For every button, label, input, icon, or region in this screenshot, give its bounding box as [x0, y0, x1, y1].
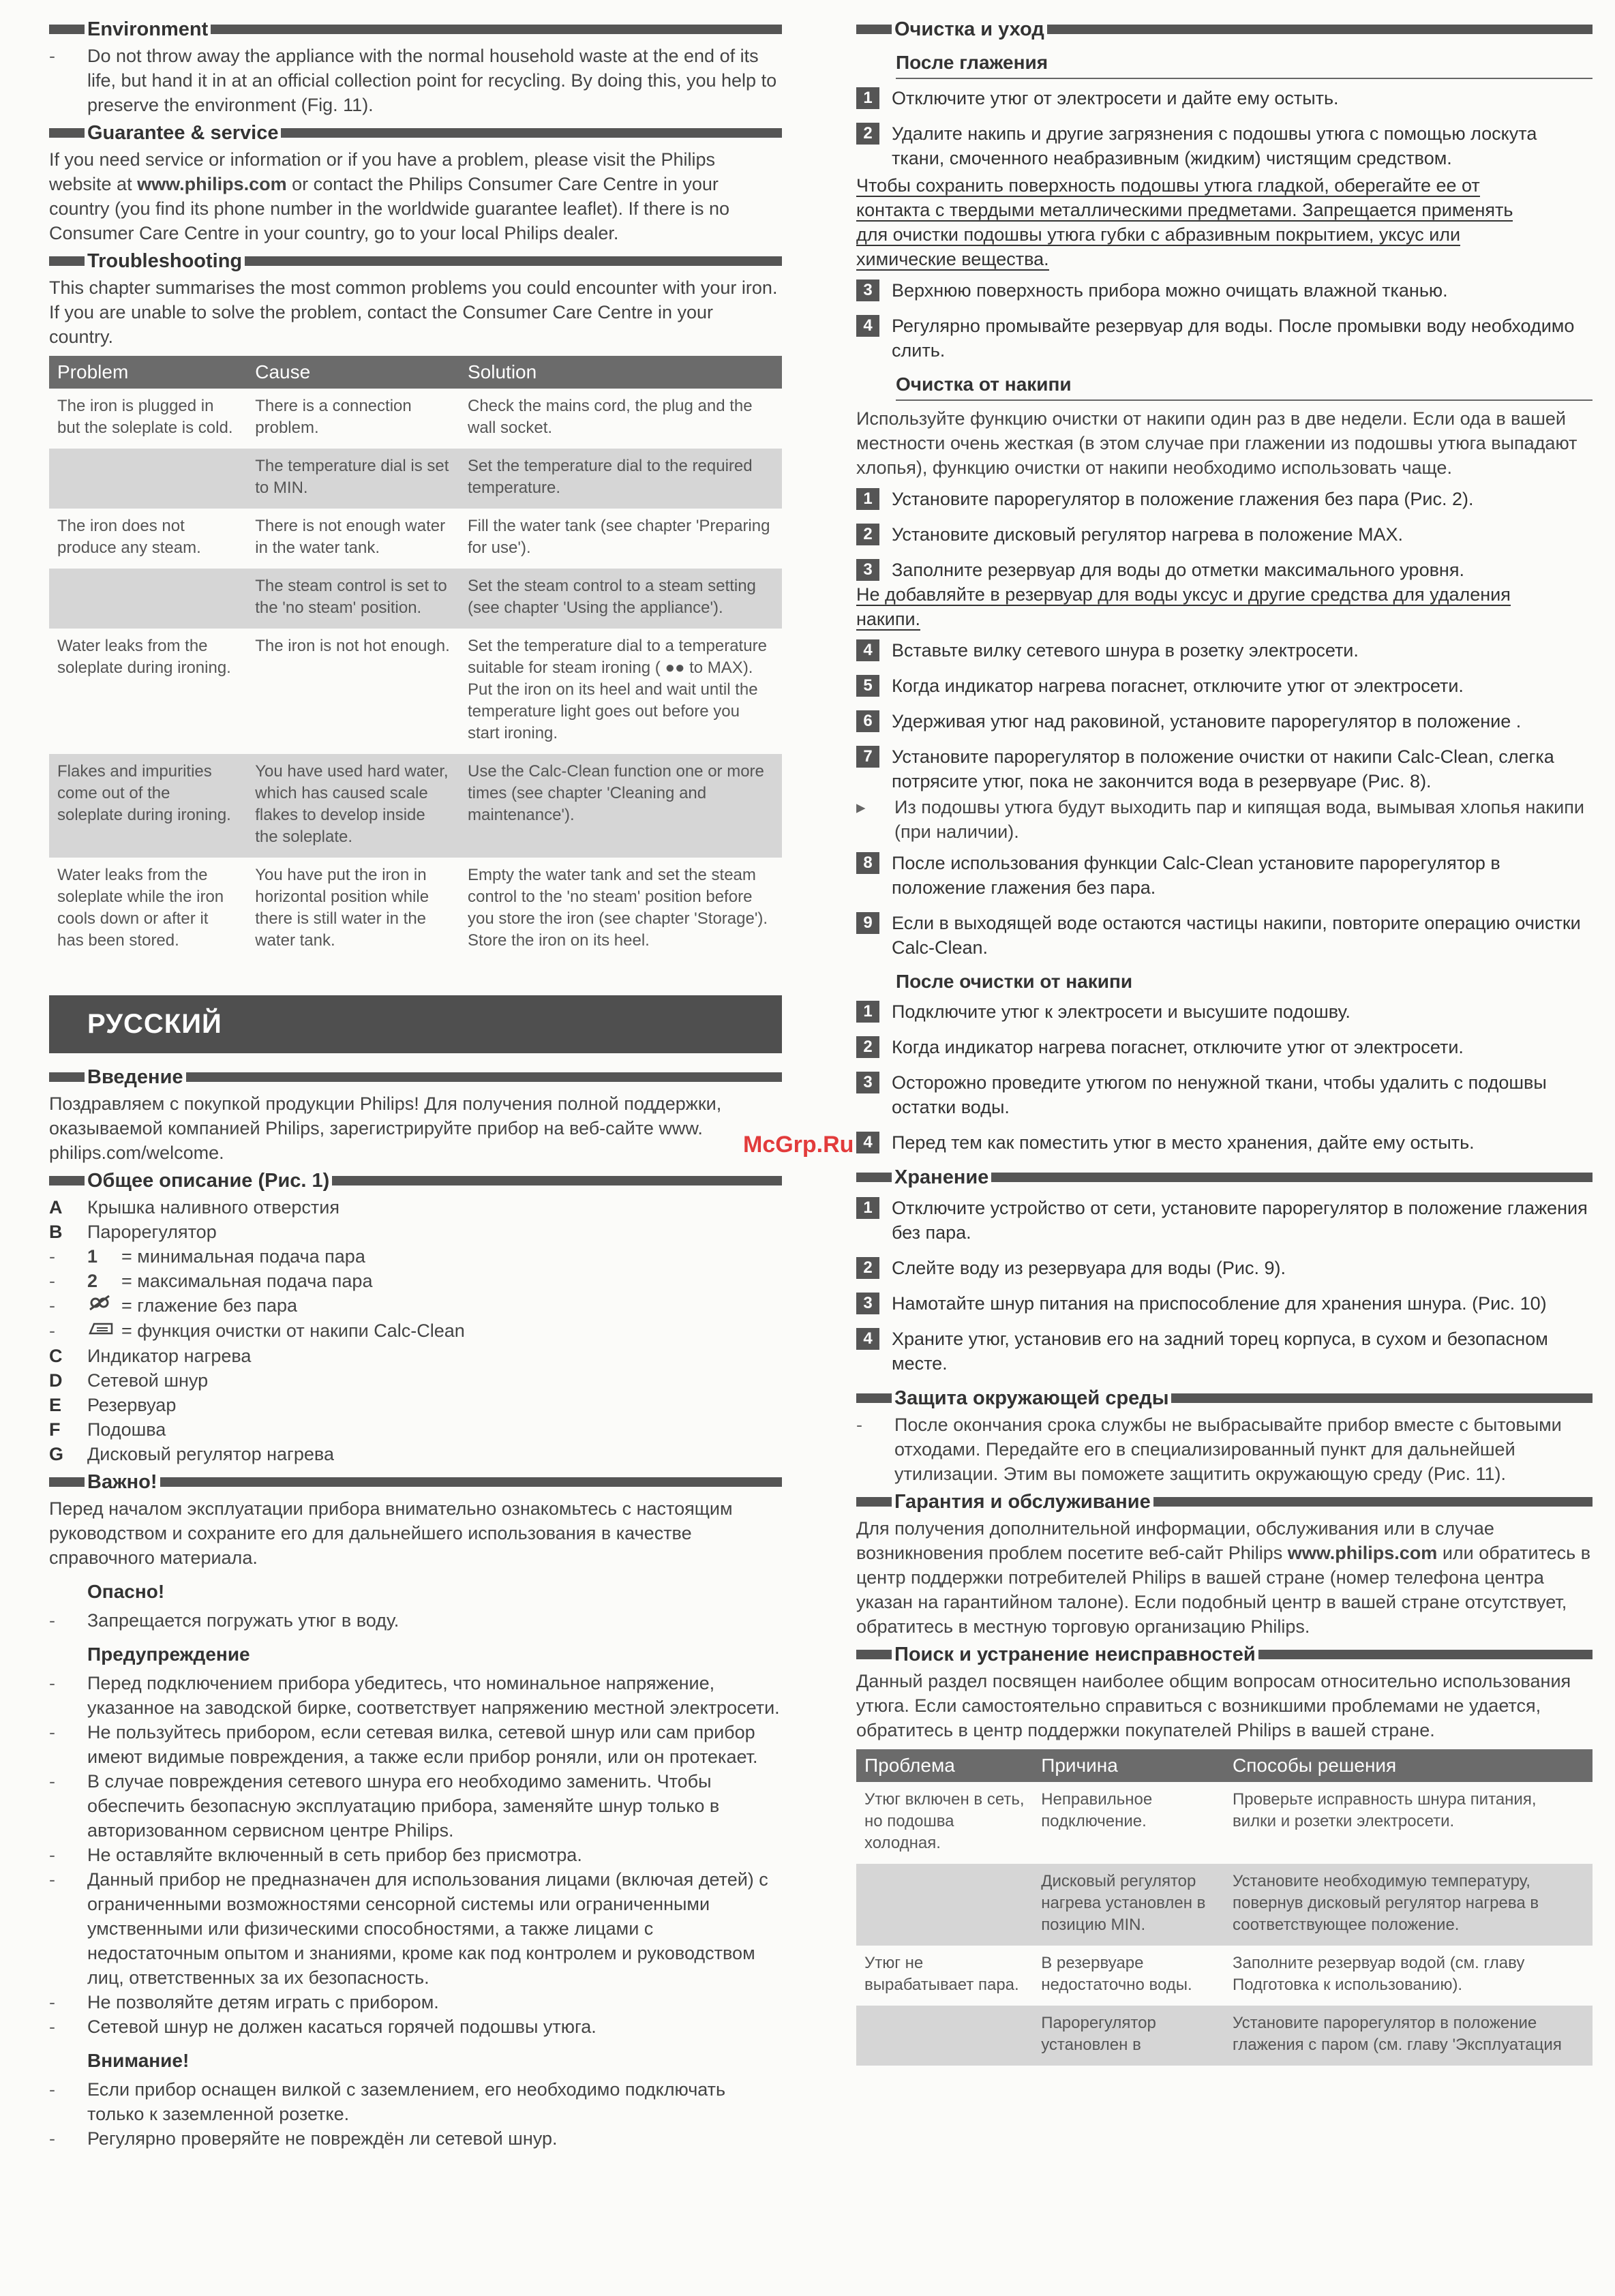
section-important: [49, 1470, 782, 1494]
step-item: 4 Вставьте вилку сетевого шнура в розетку электросети.: [856, 638, 1593, 663]
section-cleaning: [856, 18, 1593, 41]
bullet-item: - Регулярно проверяйте не повреждён ли сетевой шнур.: [49, 2128, 558, 2149]
section-title: Troubleshooting: [87, 250, 243, 272]
calc-clean-icon: [87, 1318, 121, 1344]
column-header: Solution: [459, 356, 782, 389]
step-item: 2 Слейте воду из резервуара для воды (Рис. 9).: [856, 1256, 1593, 1280]
section-guarantee-ru: [856, 1490, 1593, 1513]
bullet-item: - Не пользуйтесь прибором, если сетевая вилка, сетевой шнур или сам прибор имеют видимые повреждения, а также если прибор роняли, или он протекает.: [49, 1722, 758, 1767]
no-steam-icon: [87, 1293, 121, 1318]
step-item: 8 После использования функции Calc-Clean установите парорегулятор в положение глажения без пара.: [856, 851, 1593, 900]
bullet-item: - Не оставляйте включенный в сеть прибор без присмотра.: [49, 1845, 582, 1865]
section-title: Защита окружающей среды: [894, 1387, 1169, 1409]
step-item: 9 Если в выходящей воде остаются частицы накипи, повторите операцию очистки Calc-Clean.: [856, 911, 1593, 960]
bullet-item: - Если прибор оснащен вилкой с заземлением, его необходимо подключать только к заземленной розетке.: [49, 2079, 726, 2124]
watermark: McGrp.Ru: [743, 1132, 854, 1158]
section-title: Environment: [87, 18, 209, 40]
section-guarantee-en: [49, 121, 782, 145]
table-row: Flakes and impurities come out of the soleplate during ironing. You have used hard water, which has caused scale flakes to develop inside the soleplate. Use the Calc-Clean function one or more times (see chapter 'Cleaning and maintenance').: [49, 754, 782, 858]
step-item: 6 Удерживая утюг над раковиной, установите парорегулятор в положение .: [856, 709, 1593, 734]
cleaning-warning: Чтобы сохранить поверхность подошвы утюга гладкой, оберегайте ее от контакта с твердыми металлическими предметами. Запрещается применять для очистки подошвы утюга губки с абразивным покрытием, уксус или химические вещества.: [856, 175, 1513, 269]
step-item: 2 Установите дисковый регулятор нагрева в положение MAX.: [856, 522, 1593, 547]
bullet-item: - После окончания срока службы не выбрасывайте прибор вместе с бытовыми отходами. Передайте его в специализированный пункт для дальнейшей утилизации. Этим вы поможете защитить окружающую среду (Рис. 11).: [856, 1415, 1562, 1484]
table-row: Парорегулятор установлен в Установите парорегулятор в положение глажения с паром (см. главу 'Эксплуатация: [856, 2006, 1593, 2066]
calc-heading: Очистка от накипи: [896, 374, 1593, 401]
section-troubleshooting-ru: [856, 1643, 1593, 1666]
column-header: Причина: [1033, 1749, 1224, 1782]
table-row: The iron is plugged in but the soleplate is cold. There is a connection problem. Check the mains cord, the plug and the wall socket.: [57, 397, 753, 437]
section-title: Очистка и уход: [894, 18, 1044, 40]
step-item: 2 Когда индикатор нагрева погаснет, отключите утюг от электросети.: [856, 1035, 1593, 1059]
step-item: 3 Верхнюю поверхность прибора можно очищать влажной тканью.: [856, 278, 1593, 303]
column-header: Problem: [49, 356, 247, 389]
step-item: 4 Регулярно промывайте резервуар для воды. После промывки воду необходимо слить.: [856, 314, 1593, 363]
left-column: [49, 14, 782, 2151]
step-item: 1 Установите парорегулятор в положение глажения без пара (Рис. 2).: [856, 487, 1593, 511]
troubleshooting-table-ru: [856, 1749, 1593, 2066]
danger-heading: Опасно!: [87, 1581, 165, 1602]
section-title: Гарантия и обслуживание: [894, 1490, 1151, 1513]
step-item: 7 Установите парорегулятор в положение очистки от накипи Calc-Clean, слегка потрясите утюг, пока не закончится вода в резервуаре (Рис. 8).: [856, 744, 1593, 794]
guarantee-text: Для получения дополнительной информации, обслуживания или в случае возникновения проблем посетите веб-сайт Philips www.philips.com или обратитесь в центр поддержки потребителей Philips в вашей стране (номер телефона центра указан на гарантийном талоне). Если подобный центр в вашей стране отсутствует, обратитесь в местную торговую организацию Philips.: [856, 1518, 1591, 1637]
step-item: 1 Подключите утюг к электросети и высушите подошву.: [856, 999, 1593, 1024]
after-calc-heading: После очистки от накипи: [896, 971, 1133, 992]
right-column: [856, 14, 1593, 2066]
guarantee-text: If you need service or information or if you have a problem, please visit the Philips website at www.philips.com or contact the Philips Consumer Care Centre in your country (you find its phone number in the worldwide guarantee leaflet). If there is no Consumer Care Centre in your country, go to your local Philips dealer.: [49, 149, 730, 243]
bullet-item: - Данный прибор не предназначен для использования лицами (включая детей) с ограниченными возможностями сенсорной системы или ограниченными умственными или физическими способностями, а также лицами с недостаточным опытом и знаниями, кроме как под контролем и руководством лиц, ответственных за их безопасность.: [49, 1869, 768, 1988]
section-general-description: [49, 1169, 782, 1192]
section-environment-ru: [856, 1387, 1593, 1410]
section-environment-en: [49, 18, 782, 41]
step-item: 3 Намотайте шнур питания на приспособление для хранения шнура. (Рис. 10): [856, 1291, 1593, 1316]
step-item: 4 Перед тем как поместить утюг в место хранения, дайте ему остыть.: [856, 1130, 1593, 1155]
bullet-item: - В случае повреждения сетевого шнура его необходимо заменить. Чтобы обеспечить безопасную эксплуатацию прибора, заменяйте шнур только в авторизованном сервисном центре Philips.: [49, 1771, 720, 1841]
step-item: 2 Удалите накипь и другие загрязнения с подошвы утюга с помощью лоскута ткани, смоченного неабразивным (жидким) чистящим средством.: [856, 121, 1593, 170]
bullet-item: - Перед подключением прибора убедитесь, что номинальное напряжение, указанное на заводской бирке, соответствует напряжению местной электросети.: [49, 1673, 780, 1718]
troubleshooting-text: This chapter summarises the most common problems you could encounter with your iron. If you are unable to solve the problem, contact the Consumer Care Centre in your country.: [49, 277, 778, 347]
troubleshooting-table-en: [49, 356, 782, 961]
philips-link[interactable]: www.philips.com: [1287, 1543, 1438, 1563]
important-text: Перед началом эксплуатации прибора внимательно ознакомьтесь с настоящим руководством и сохраните его для дальнейшего использования в качестве справочного материала.: [49, 1498, 733, 1568]
section-title: Важно!: [87, 1470, 157, 1493]
parts-legend: A Крышка наливного отверстия B Парорегулятор - 1 = минимальная подача пара - 2 = максимальная подача пара - = глажение без пара - = функция очистки от накипи Calc-Clean C Индикатор нагрева D Сетевой шнур E Резервуар F Подошва G Дисковый регулятор нагрева: [49, 1197, 465, 1464]
language-banner: РУССКИЙ: [49, 995, 782, 1053]
section-title: Хранение: [894, 1166, 989, 1188]
table-row: The iron does not produce any steam. There is not enough water in the water tank. Fill the water tank (see chapter 'Preparing for use').: [57, 517, 770, 557]
section-title: Введение: [87, 1066, 183, 1088]
bullet-item: - Не позволяйте детям играть с прибором.: [49, 1992, 439, 2012]
philips-link[interactable]: www.philips.com: [137, 174, 287, 194]
troubleshooting-text: Данный раздел посвящен наиболее общим вопросам относительно использования утюга. Если самостоятельно справиться с возникшими проблемами не удается, обратитесь в центр поддержки покупателей Philips в вашей стране.: [856, 1671, 1571, 1740]
result-item: ▸ Из подошвы утюга будут выходить пар и кипящая вода, вымывая хлопья накипи (при наличии).: [856, 795, 1593, 844]
caution-heading: Внимание!: [87, 2050, 190, 2071]
step-item: 3 Заполните резервуар для воды до отметки максимального уровня.: [856, 558, 1593, 582]
table-row: Утюг не вырабатывает пара. В резервуаре недостаточно воды. Заполните резервуар водой (см. главу Подготовка к использованию).: [864, 1954, 1525, 1994]
column-header: Проблема: [856, 1749, 1033, 1782]
table-row: Water leaks from the soleplate while the iron cools down or after it has been stored. You have put the iron in horizontal position while there is still water in the water tank. Empty the water tank and set the steam control to the 'no steam' position before you store the iron (see chapter 'Storage'). Store the iron on its heel.: [57, 866, 768, 950]
step-item: 3 Осторожно проведите утюгом по ненужной ткани, чтобы удалить с подошвы остатки воды.: [856, 1070, 1593, 1119]
table-row: Дисковый регулятор нагрева установлен в позицию MIN. Установите необходимую температуру, повернув дисковый регулятор нагрева в соответствующее положение.: [856, 1864, 1593, 1946]
calc-text: Используйте функцию очистки от накипи один раз в две недели. Если ода в вашей местности очень жесткая (в этом случае при глажении из подошвы утюга выпадают хлопья), функцию очистки от накипи необходимо использовать чаще.: [856, 408, 1578, 478]
after-ironing-heading: После глажения: [896, 52, 1593, 79]
step-item: 5 Когда индикатор нагрева погаснет, отключите утюг от электросети.: [856, 674, 1593, 698]
bullet-item: - Сетевой шнур не должен касаться горячей подошвы утюга.: [49, 2016, 597, 2037]
table-row: Утюг включен в сеть, но подошва холодная. Неправильное подключение. Проверьте исправность шнура питания, вилки и розетки электросети.: [864, 1790, 1537, 1852]
table-row: The steam control is set to the 'no steam' position. Set the steam control to a steam setting (see chapter 'Using the appliance').: [49, 569, 782, 629]
calc-warning: Не добавляйте в резервуар для воды уксус и другие средства для удаления накипи.: [856, 584, 1511, 629]
column-header: Способы решения: [1224, 1749, 1593, 1782]
result-arrow-icon: ▸: [856, 797, 866, 817]
section-storage: [856, 1166, 1593, 1189]
bullet-item: - Запрещается погружать утюг в воду.: [49, 1610, 399, 1631]
section-intro: [49, 1066, 782, 1089]
column-header: Cause: [247, 356, 459, 389]
step-item: 1 Отключите устройство от сети, установите парорегулятор в положение глажения без пара.: [856, 1196, 1593, 1245]
step-item: 4 Храните утюг, установив его на задний торец корпуса, в сухом и безопасном месте.: [856, 1327, 1593, 1376]
table-row: The temperature dial is set to MIN. Set the temperature dial to the required temperature.: [49, 449, 782, 509]
intro-text: Поздравляем с покупкой продукции Philips! Для получения полной поддержки, оказываемой компанией Philips, зарегистрируйте прибор на веб-сайте www. philips.com/welcome.: [49, 1093, 722, 1163]
section-troubleshooting-en: [49, 250, 782, 273]
table-row: Water leaks from the soleplate during ironing. The iron is not hot enough. Set the temperature dial to a temperature suitable for steam ironing ( ●● to MAX). Put the iron on its heel and wait until the temperature light goes out before you start ironing.: [57, 637, 767, 742]
step-item: 1 Отключите утюг от электросети и дайте ему остыть.: [856, 86, 1593, 110]
section-title: Поиск и устранение неисправностей: [894, 1643, 1256, 1665]
section-title: Guarantee & service: [87, 121, 279, 144]
warning-heading: Предупреждение: [87, 1644, 250, 1665]
bullet-item: - Do not throw away the appliance with the normal household waste at the end of its life, but hand it in at an official collection point for recycling. By doing this, you help to preserve the environment (Fig. 11).: [49, 46, 777, 115]
section-title: Общее описание (Рис. 1): [87, 1169, 330, 1192]
